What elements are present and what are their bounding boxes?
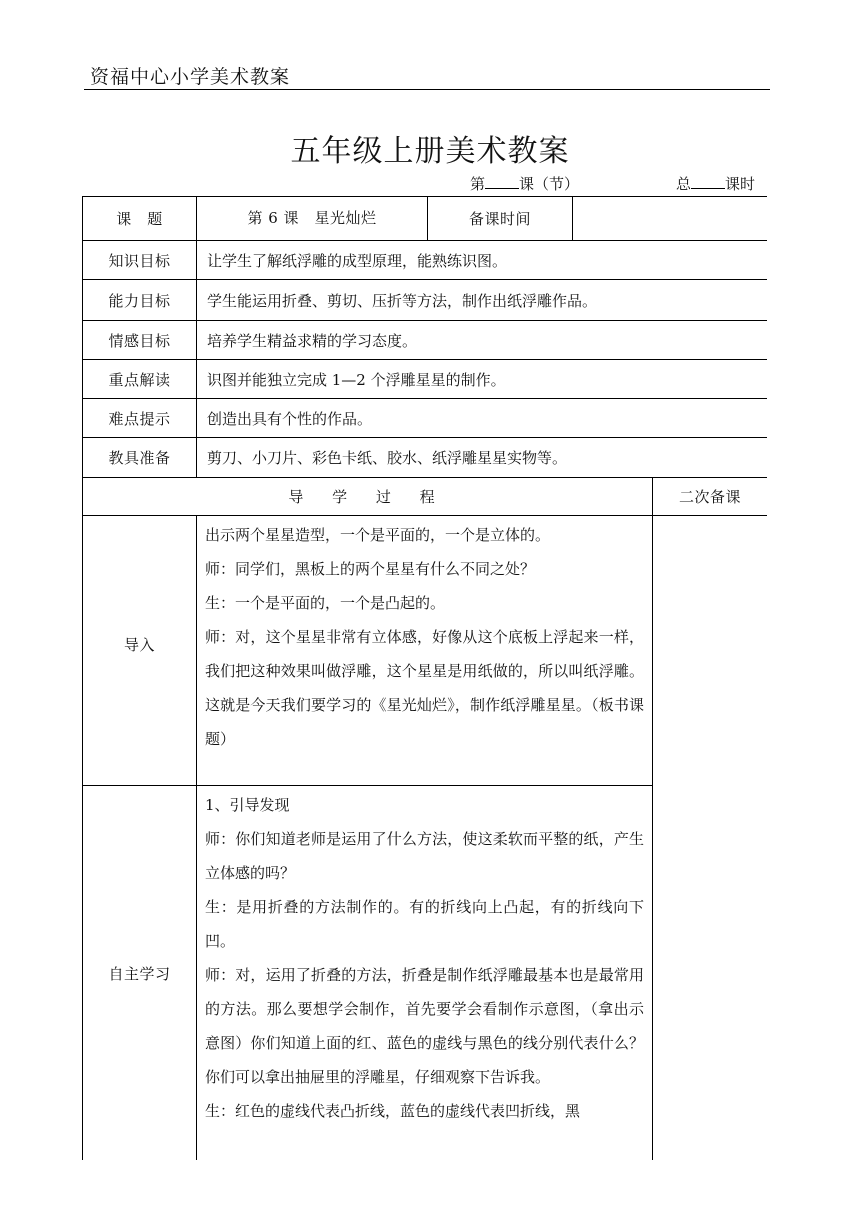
row-value: 培养学生精益求精的学习态度。: [197, 321, 768, 360]
row-label: 教具准备: [83, 438, 197, 478]
section-content: [197, 786, 653, 1161]
paragraph: 师：对，运用了折叠的方法，折叠是制作纸浮雕最基本也是最常用的方法。那么要想学会制作，首先要学会看制作示意图，（拿出示意图）你们知道上面的红、蓝色的虚线与黑色的线分别代表什么？你们可以拿出抽屉里的浮雕星，仔细观察下告诉我。: [205, 966, 644, 1086]
lesson-plan-table-wrap: [82, 196, 767, 1160]
second-prep-header: 二次备课: [653, 478, 768, 516]
paragraph: 出示两个星星造型，一个是平面的，一个是立体的。: [205, 526, 551, 544]
objective-row: [83, 360, 768, 399]
lesson-prefix: 第: [470, 175, 486, 193]
row-label: 知识目标: [83, 241, 197, 280]
topic-row: [83, 197, 768, 241]
topic-label: 课 题: [83, 197, 197, 241]
section-row-intro: [83, 516, 768, 786]
second-prep-cell: [653, 516, 768, 1161]
row-value: 剪刀、小刀片、彩色卡纸、胶水、纸浮雕星星实物等。: [197, 438, 768, 478]
total-prefix: 总: [676, 175, 692, 193]
row-label: 情感目标: [83, 321, 197, 360]
process-header: 导 学 过 程: [83, 478, 653, 516]
section-content: [197, 516, 653, 786]
prep-time-label: 备课时间: [428, 197, 573, 241]
row-value: 让学生了解纸浮雕的成型原理，能熟练识图。: [197, 241, 768, 280]
school-header: 资福中心小学美术教案: [90, 66, 291, 88]
lesson-number-blank: [485, 174, 519, 189]
row-value: 创造出具有个性的作品。: [197, 399, 768, 438]
row-label: 能力目标: [83, 280, 197, 321]
lesson-suffix: 课（节）: [519, 175, 580, 193]
total-hours-line: [676, 173, 755, 194]
lesson-number-line: [470, 173, 579, 194]
paragraph: 生：一个是平面的，一个是凸起的。: [205, 594, 446, 612]
page-title: 五年级上册美术教案: [290, 134, 570, 169]
row-label: 难点提示: [83, 399, 197, 438]
total-suffix: 课时: [725, 175, 756, 193]
total-hours-blank: [691, 174, 725, 189]
objective-row: [83, 438, 768, 478]
row-label: 重点解读: [83, 360, 197, 399]
header-divider: [84, 89, 770, 90]
row-value: 识图并能独立完成 1—2 个浮雕星星的制作。: [197, 360, 768, 399]
paragraph: 1、引导发现: [205, 796, 290, 814]
paragraph: 师：同学们，黑板上的两个星星有什么不同之处？: [205, 560, 536, 578]
process-header-row: [83, 478, 768, 516]
paragraph: 师：对，这个星星非常有立体感，好像从这个底板上浮起来一样，我们把这种效果叫做浮雕，这个星星是用纸做的，所以叫纸浮雕。这就是今天我们要学习的《星光灿烂》，制作纸浮雕星星。（板书课题）: [205, 628, 644, 748]
topic-value: 第 6 课 星光灿烂: [197, 197, 428, 241]
objective-row: [83, 241, 768, 280]
section-label: 自主学习: [83, 786, 197, 1161]
objective-row: [83, 280, 768, 321]
paragraph: 生：是用折叠的方法制作的。有的折线向上凸起，有的折线向下凹。: [205, 898, 644, 950]
paragraph: 生：红色的虚线代表凸折线，蓝色的虚线代表凹折线，黑: [205, 1102, 581, 1120]
row-value: 学生能运用折叠、剪切、压折等方法，制作出纸浮雕作品。: [197, 280, 768, 321]
paragraph: 师：你们知道老师是运用了什么方法，使这柔软而平整的纸，产生立体感的吗？: [205, 830, 644, 882]
section-label: 导入: [83, 516, 197, 786]
objective-row: [83, 321, 768, 360]
lesson-plan-table: [82, 196, 767, 1160]
objective-row: [83, 399, 768, 438]
prep-time-value: [573, 197, 768, 241]
